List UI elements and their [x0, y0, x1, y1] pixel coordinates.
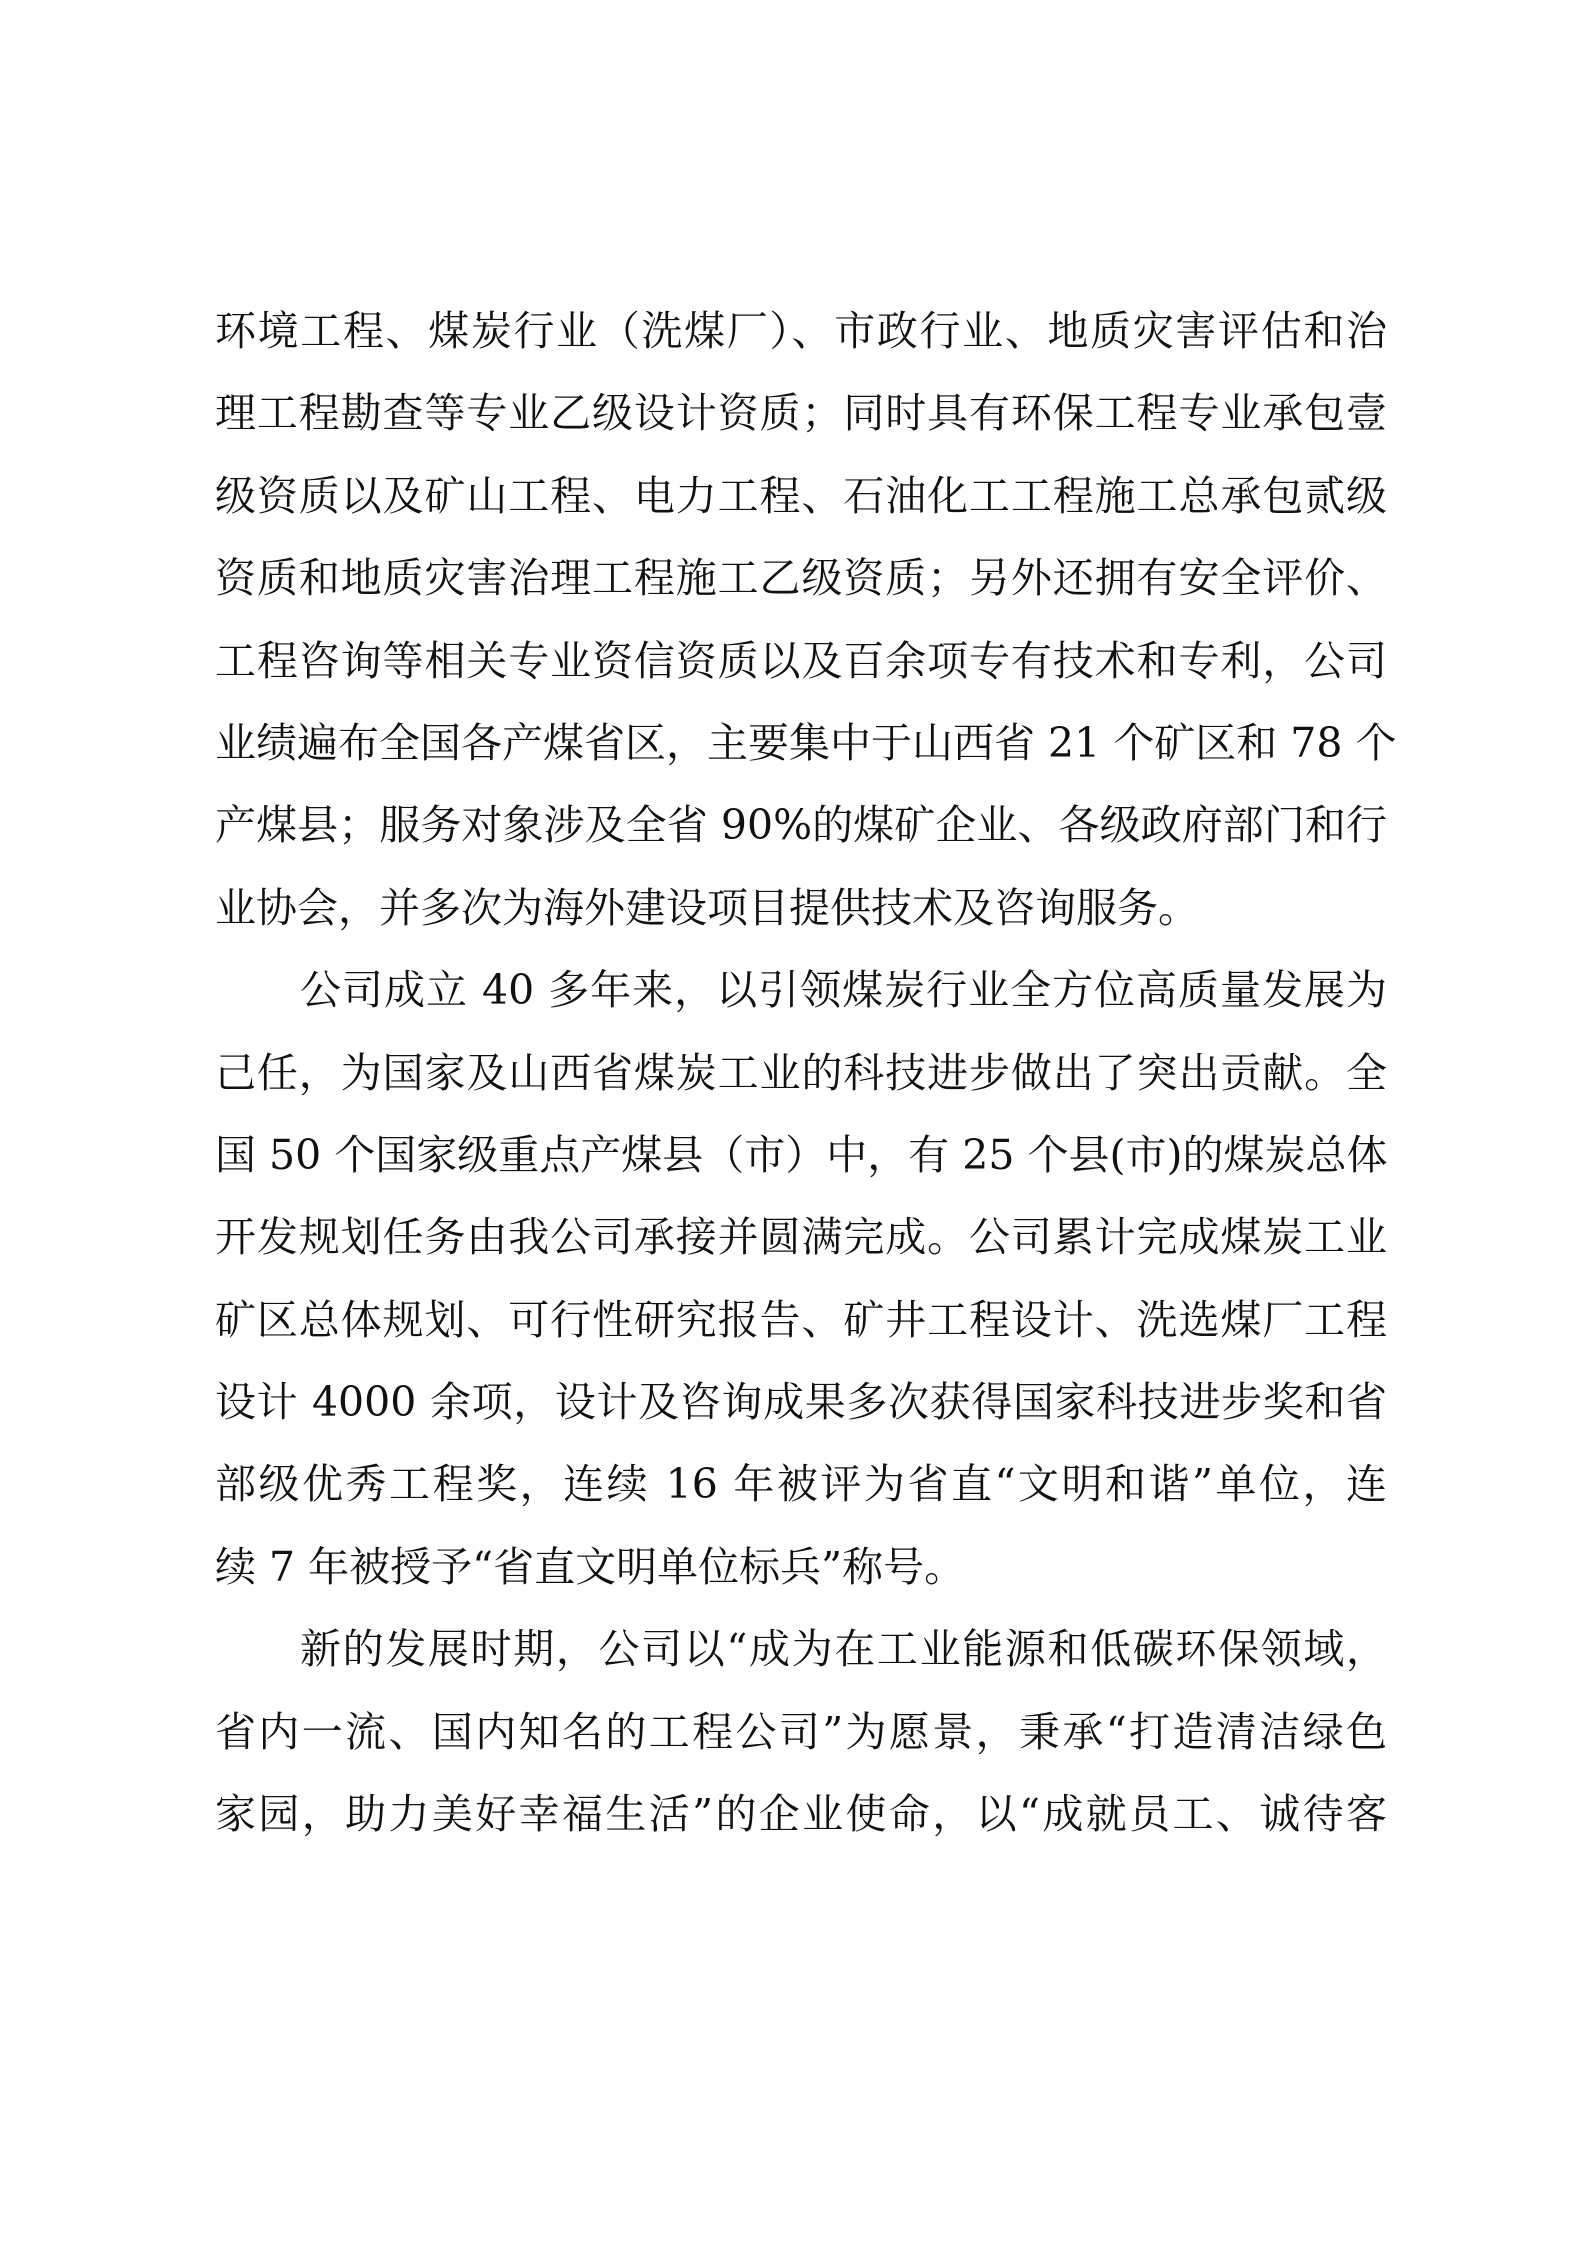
text-line: 国 50 个国家级重点产煤县（市）中，有 25 个县(市)的煤炭总体 — [215, 1130, 1388, 1179]
paragraph-vision — [215, 1608, 1387, 1855]
text-line: 工程咨询等相关专业资信资质以及百余项专有技术和专利，公司 — [215, 636, 1387, 685]
text-line: 资质和地质灾害治理工程施工乙级资质；另外还拥有安全评价、 — [215, 554, 1387, 603]
text-line: 矿区总体规划、可行性研究报告、矿井工程设计、洗选煤厂工程 — [215, 1295, 1387, 1344]
paragraph-qualifications — [215, 290, 1397, 949]
text-line: 开发规划任务由我公司承接并圆满完成。公司累计完成煤炭工业 — [215, 1213, 1387, 1262]
text-line: 续 7 年被授予“省直文明单位标兵”称号。 — [215, 1542, 966, 1591]
text-line: 环境工程、煤炭行业（洗煤厂）、市政行业、地质灾害评估和治 — [215, 307, 1387, 355]
text-line: 业绩遍布全国各产煤省区，主要集中于山西省 21 个矿区和 78 个 — [215, 718, 1397, 767]
text-line: 新的发展时期，公司以“成为在工业能源和低碳环保领域， — [300, 1625, 1387, 1674]
text-line: 业协会，并多次为海外建设项目提供技术及咨询服务。 — [215, 883, 1199, 932]
text-line: 部级优秀工程奖，连续 16 年被评为省直“文明和谐”单位，连 — [215, 1460, 1387, 1509]
text-line: 设计 4000 余项，设计及咨询成果多次获得国家科技进步奖和省 — [215, 1378, 1387, 1427]
text-line: 省内一流、国内知名的工程公司”为愿景，秉承“打造清洁绿色 — [215, 1707, 1387, 1756]
body-text — [215, 290, 1397, 1855]
text-line: 家园，助力美好幸福生活”的企业使命，以“成就员工、诚待客 — [215, 1790, 1387, 1839]
text-line: 公司成立 40 多年来，以引领煤炭行业全方位高质量发展为 — [300, 966, 1387, 1015]
text-line: 产煤县；服务对象涉及全省 90%的煤矿企业、各级政府部门和行 — [215, 801, 1387, 850]
text-line: 级资质以及矿山工程、电力工程、石油化工工程施工总承包贰级 — [215, 471, 1387, 520]
text-line: 己任，为国家及山西省煤炭工业的科技进步做出了突出贡献。全 — [215, 1048, 1387, 1097]
text-line: 理工程勘查等专业乙级设计资质；同时具有环保工程专业承包壹 — [215, 389, 1387, 438]
paragraph-history — [215, 949, 1387, 1608]
